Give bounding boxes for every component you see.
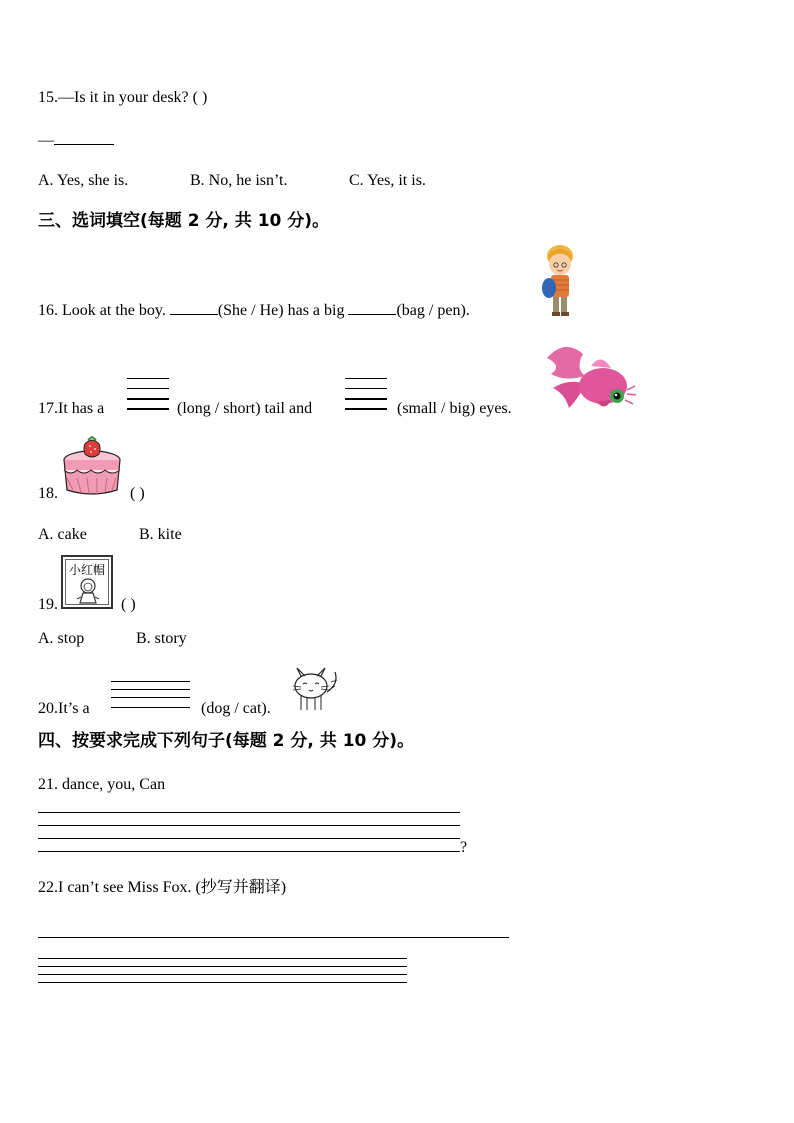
q20-writing-line-1[interactable] (111, 681, 190, 682)
q18-option-a: A. cake (38, 526, 87, 543)
q22-writing-line-2[interactable] (38, 966, 407, 967)
boy-with-backpack-image (540, 244, 580, 318)
storybook-image (61, 555, 113, 609)
q17-writing-line-6[interactable] (345, 388, 387, 389)
q20-writing-line-2[interactable] (111, 689, 190, 690)
q22-writing-line-3[interactable] (38, 974, 407, 975)
q21-writing-line-1[interactable] (38, 812, 460, 813)
cat-image (291, 662, 341, 712)
q20-part2: (dog / cat). (201, 700, 271, 717)
storybook-title: 小红帽 (68, 563, 105, 577)
q17-part2: (long / short) tail and (177, 400, 313, 417)
q17-writing-line-4[interactable] (127, 408, 169, 410)
q16-part3: (bag / pen). (396, 302, 470, 319)
q21-prompt: 21. dance, you, Can (38, 776, 166, 793)
q21-writing-line-3[interactable] (38, 838, 460, 839)
q19-option-b: B. story (136, 630, 187, 647)
q15-answer-line[interactable] (38, 130, 114, 151)
goldfish-image (545, 338, 637, 412)
q18-option-b: B. kite (139, 526, 182, 543)
q19-answer-paren[interactable]: ( ) (121, 596, 136, 613)
q15-answer-dash: — (38, 132, 54, 149)
section-3-heading: 三、选词填空(每题 2 分, 共 10 分)。 (38, 211, 330, 231)
q17-writing-line-5[interactable] (345, 378, 387, 379)
q18-number: 18. (38, 485, 58, 502)
q16-part1: 16. Look at the boy. (38, 302, 170, 319)
q17-writing-line-2[interactable] (127, 388, 169, 389)
q17-writing-line-1[interactable] (127, 378, 169, 379)
q17-part1: 17.It has a (38, 400, 105, 417)
q17-writing-line-7[interactable] (345, 398, 387, 400)
q15-answer-blank[interactable] (54, 130, 114, 145)
q15-option-c: C. Yes, it is. (349, 172, 426, 189)
q20-part1: 20.It’s a (38, 700, 90, 717)
q20-writing-line-3[interactable] (111, 697, 190, 698)
q16-blank-1[interactable] (170, 300, 218, 315)
q15-question: 15.—Is it in your desk? ( ) (38, 89, 208, 106)
q16-blank-2[interactable] (348, 300, 396, 315)
q15-option-a: A. Yes, she is. (38, 172, 129, 189)
little-red-riding-hood-icon (77, 577, 99, 605)
q19-option-a: A. stop (38, 630, 85, 647)
q21-question-mark: ? (460, 839, 468, 856)
q15-option-b: B. No, he isn’t. (190, 172, 288, 189)
q16-sentence (38, 300, 470, 321)
q18-answer-paren[interactable]: ( ) (130, 485, 145, 502)
q17-writing-line-3[interactable] (127, 398, 169, 400)
q22-writing-line-1[interactable] (38, 958, 407, 959)
section-4-heading: 四、按要求完成下列句子(每题 2 分, 共 10 分)。 (38, 731, 415, 751)
q19-number: 19. (38, 596, 58, 613)
q16-part2: (She / He) has a big (217, 302, 349, 319)
q22-writing-line-4[interactable] (38, 982, 407, 983)
q21-writing-line-2[interactable] (38, 825, 460, 826)
q17-part3: (small / big) eyes. (397, 400, 512, 417)
q22-answer-line[interactable] (38, 937, 509, 938)
cake-image (61, 436, 123, 498)
q22-prompt: 22.I can’t see Miss Fox. (抄写并翻译) (38, 879, 287, 896)
q21-writing-line-4[interactable] (38, 851, 460, 852)
q20-writing-line-4[interactable] (111, 707, 190, 708)
q17-writing-line-8[interactable] (345, 408, 387, 410)
